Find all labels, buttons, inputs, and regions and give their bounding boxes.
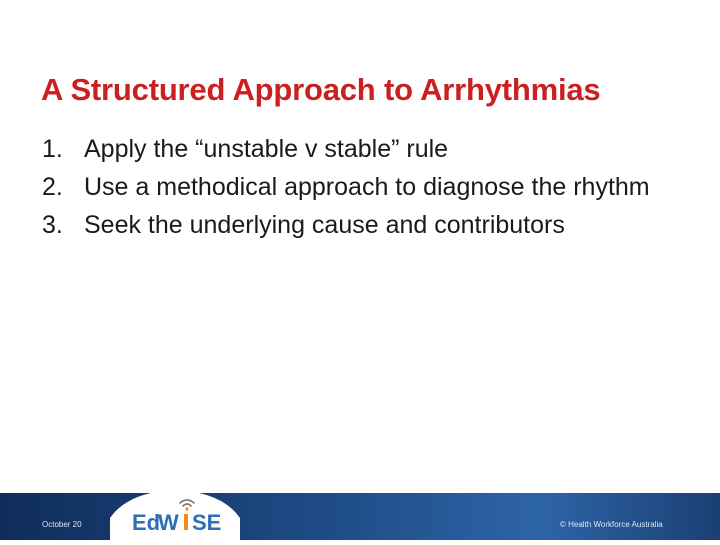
logo-text-w: W — [158, 510, 179, 535]
list-item-text: Use a methodical approach to diagnose the rhythm — [84, 173, 650, 201]
numbered-list — [42, 133, 682, 247]
list-item-number: 1. — [42, 135, 63, 163]
logo-letter-i — [184, 514, 188, 530]
logo-text-se: SE — [192, 510, 222, 535]
edwise-logo — [110, 478, 240, 540]
list-item — [42, 209, 682, 241]
list-item-text: Seek the underlying cause and contributors — [84, 211, 565, 239]
footer-bar — [0, 493, 720, 540]
list-item — [42, 171, 682, 203]
slide-title: A Structured Approach to Arrhythmias — [41, 72, 601, 107]
logo-text-edw: Ed — [132, 510, 161, 535]
edwise-logo-graphic — [110, 478, 240, 540]
footer-date: October 20 — [42, 520, 82, 529]
footer-copyright: © Health Workforce Australia — [560, 520, 663, 529]
list-item — [42, 133, 682, 165]
list-item-text: Apply the “unstable v stable” rule — [84, 135, 449, 163]
list-item-number: 2. — [42, 173, 63, 201]
list-item-number: 3. — [42, 211, 63, 239]
